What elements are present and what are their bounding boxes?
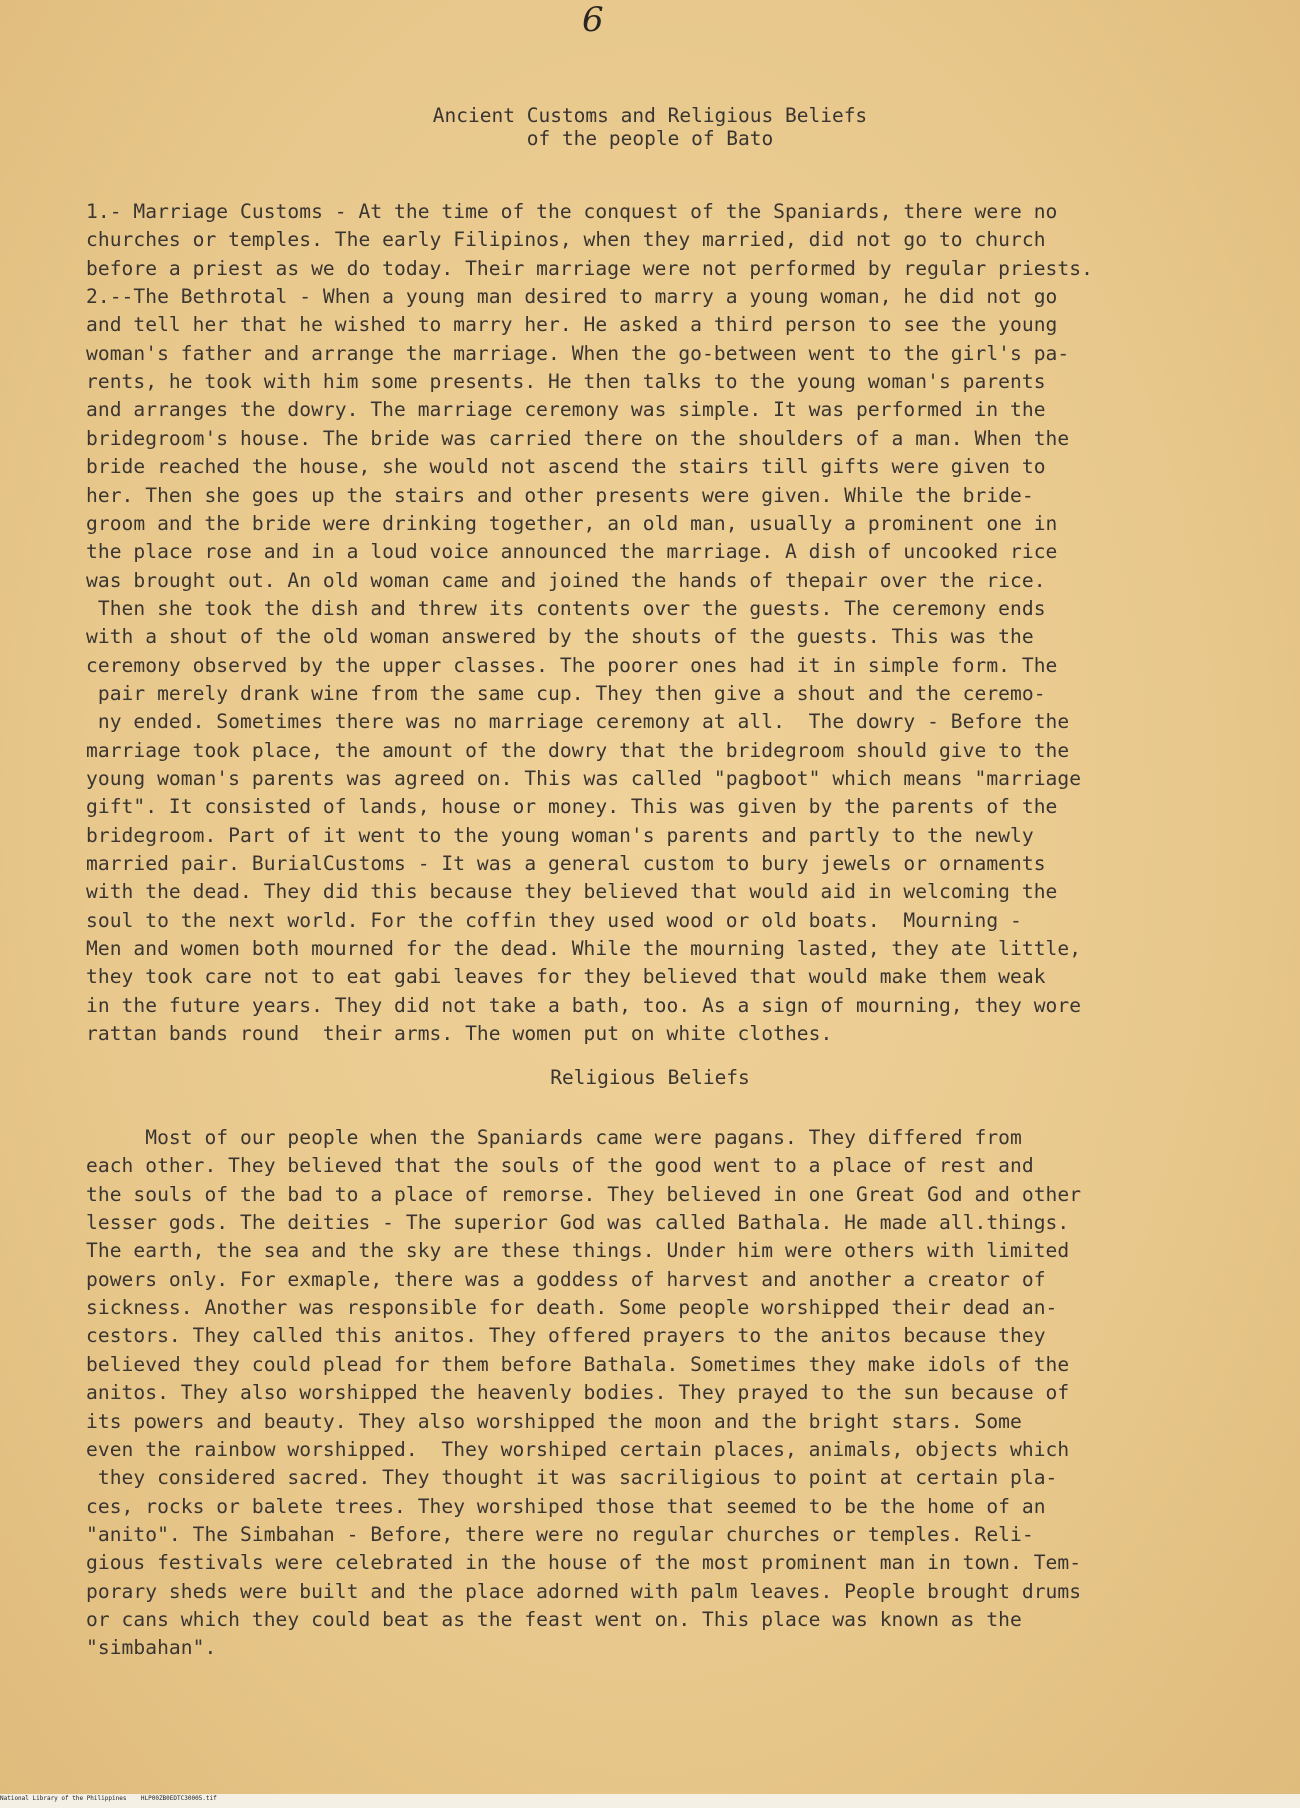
text-line: with the dead. They did this because they believed that would aid in welcoming the — [86, 880, 1058, 904]
text-line: ces, rocks or balete trees. They worshiped those that seemed to be the home of an — [86, 1494, 1046, 1518]
text-line: "simbahan". — [86, 1636, 217, 1660]
title-line-1: Ancient Customs and Religious Beliefs — [432, 104, 868, 127]
text-line: they took care not to eat gabi leaves for they believed that would make them weak — [86, 965, 1046, 989]
text-line: young woman's parents was agreed on. This was called "pagboot" which means "marriage — [86, 767, 1082, 790]
text-line: lesser gods. The deities - The superior God was called Bathala. He made all.things. — [86, 1211, 1070, 1235]
text-line: rattan bands round their arms. The women put on white clothes. — [86, 1022, 833, 1046]
text-line: and arranges the dowry. The marriage ceremony was simple. It was performed in the — [86, 398, 1046, 422]
text-line: married pair. BurialCustoms - It was a general custom to bury jewels or ornaments — [86, 852, 1046, 876]
text-line: its powers and beauty. They also worshipped the moon and the bright stars. Some — [86, 1409, 1022, 1433]
text-line: sickness. Another was responsible for death. Some people worshipped their dead an- — [86, 1296, 1058, 1320]
page-number: 6 — [582, 0, 604, 40]
text-line: Men and women both mourned for the dead. While the mourning lasted, they ate little, — [86, 937, 1082, 961]
text-line: Then she took the dish and threw its contents over the guests. The ceremony ends — [86, 596, 1046, 620]
text-line: porary sheds were built and the place adorned with palm leaves. People brought drums — [86, 1579, 1082, 1603]
text-line: pair merely drank wine from the same cup. They then give a shout and the ceremo- — [86, 681, 1046, 705]
text-line: believed they could plead for them before Bathala. Sometimes they make idols of the — [86, 1352, 1070, 1376]
text-line: anitos. They also worshipped the heavenly bodies. They prayed to the sun because of — [86, 1381, 1070, 1405]
text-line: or cans which they could beat as the feast went on. This place was known as the — [86, 1607, 1022, 1631]
text-line: woman's father and arrange the marriage. When the go-between went to the girl's pa- — [86, 341, 1070, 365]
text-line: and tell her that he wished to marry her. He asked a third person to see the young — [86, 313, 1058, 337]
text-line: cestors. They called this anitos. They offered prayers to the anitos because they — [86, 1324, 1046, 1348]
text-line: the place rose and in a loud voice announced the marriage. A dish of uncooked rice — [86, 540, 1058, 564]
text-line: 1.- Marriage Customs - At the time of the conquest of the Spaniards, there were no — [86, 200, 1058, 223]
title-line-2: of the people of Bato — [526, 127, 774, 150]
text-line: The earth, the sea and the sky are these things. Under him were others with limited — [86, 1239, 1070, 1263]
text-line: soul to the next world. For the coffin they used wood or old boats. Mourning - — [86, 908, 1022, 932]
text-line: they considered sacred. They thought it was sacriligious to point at certain pla- — [86, 1466, 1058, 1490]
religious-beliefs-heading: Religious Beliefs — [550, 1066, 750, 1089]
text-line: gift". It consisted of lands, house or money. This was given by the parents of the — [86, 795, 1058, 819]
text-line: rents, he took with him some presents. He then talks to the young woman's parents — [86, 370, 1046, 394]
text-line: the souls of the bad to a place of remorse. They believed in one Great God and other — [86, 1182, 1082, 1206]
text-line: churches or temples. The early Filipinos, when they married, did not go to church — [86, 228, 1046, 252]
text-line: bride reached the house, she would not ascend the stairs till gifts were given to — [86, 455, 1046, 479]
text-line: each other. They believed that the souls of the good went to a place of rest and — [86, 1154, 1034, 1178]
text-line: her. Then she goes up the stairs and other presents were given. While the bride- — [86, 483, 1034, 507]
text-line: bridegroom. Part of it went to the young woman's parents and partly to the newly — [86, 823, 1034, 847]
page-title — [0, 104, 1300, 150]
text-line: was brought out. An old woman came and joined the hands of thepair over the rice. — [86, 568, 1046, 592]
text-line: "anito". The Simbahan - Before, there were no regular churches or temples. Reli- — [86, 1522, 1034, 1546]
text-line: even the rainbow worshipped. They worshiped certain places, animals, objects which — [86, 1437, 1070, 1461]
text-line: groom and the bride were drinking together, an old man, usually a prominent one in — [86, 511, 1058, 535]
text-line: ny ended. Sometimes there was no marriage ceremony at all. The dowry - Before the — [86, 710, 1070, 734]
text-line: before a priest as we do today. Their marriage were not performed by regular priests. — [86, 256, 1093, 280]
text-line: Most of our people when the Spaniards came were pagans. They differed from — [86, 1126, 1022, 1149]
text-line: bridegroom's house. The bride was carried there on the shoulders of a man. When the — [86, 426, 1070, 450]
text-line: ceremony observed by the upper classes. The poorer ones had it in simple form. The — [86, 653, 1058, 677]
text-line: gious festivals were celebrated in the house of the most prominent man in town. Tem- — [86, 1551, 1082, 1575]
footer-caption: National Library of the Philippines HLP00ZB0EDTC30005.tif — [0, 1795, 217, 1802]
text-line: with a shout of the old woman answered by the shouts of the guests. This was the — [86, 625, 1034, 649]
text-line: marriage took place, the amount of the dowry that the bridegroom should give to the — [86, 738, 1070, 762]
text-line: 2.--The Bethrotal - When a young man desired to marry a young woman, he did not go — [86, 285, 1058, 309]
text-line: in the future years. They did not take a bath, too. As a sign of mourning, they wore — [86, 993, 1082, 1017]
text-line: powers only. For exmaple, there was a goddess of harvest and another a creator of — [86, 1267, 1046, 1291]
